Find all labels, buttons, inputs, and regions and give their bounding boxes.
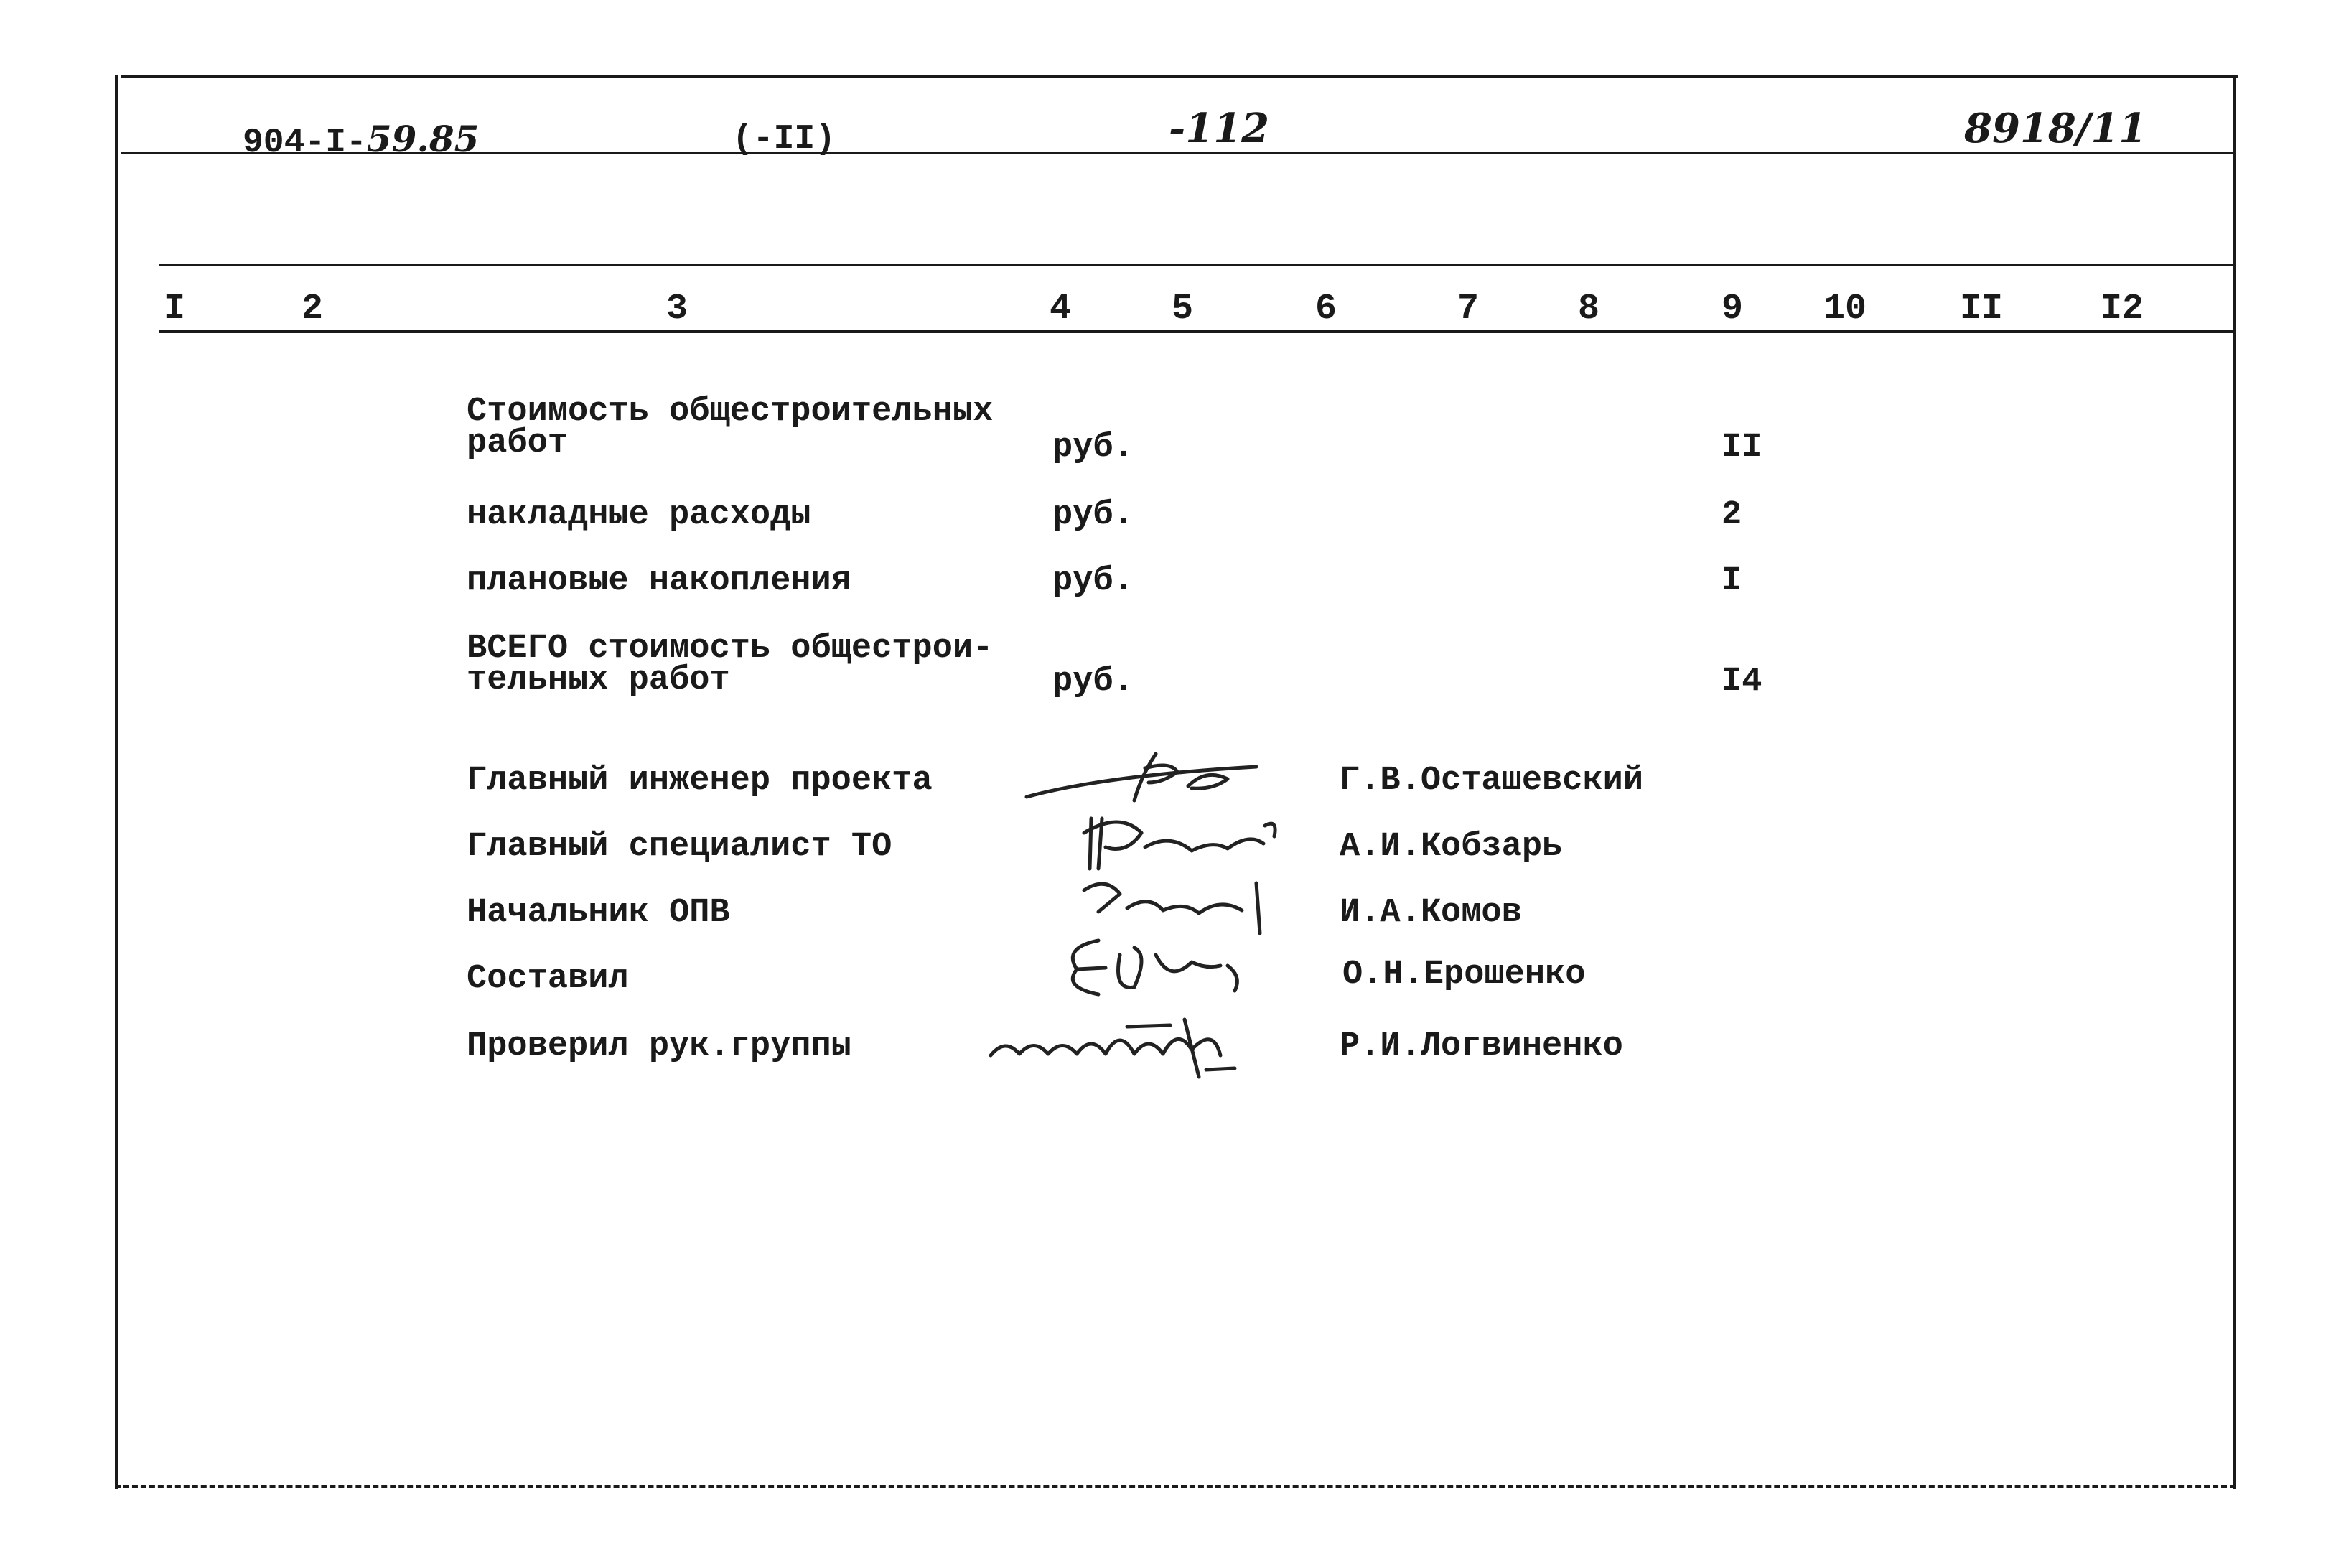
signatory-role: Проверил рук.группы (467, 1027, 851, 1065)
row-name-line1: плановые накопления (467, 562, 851, 600)
signature-head-opv (1077, 869, 1278, 933)
column-number-7: 7 (1457, 289, 1480, 330)
column-number-1: I (164, 289, 186, 330)
doc-code (243, 118, 480, 162)
row-unit: руб. (1052, 429, 1134, 467)
doc-code-handwritten: 59.85 (366, 118, 480, 160)
column-numbers-underline (159, 330, 2233, 333)
signatory-name: И.А.Комов (1340, 894, 1522, 932)
signatory-role: Главный специалист ТО (467, 828, 892, 866)
section-number: (-II) (732, 120, 836, 159)
row-name-line1: Стоимость общестроительных (467, 393, 994, 431)
row-name-line1: ВСЕГО стоимость общестрои- (467, 630, 994, 668)
row-value: I (1722, 562, 1742, 600)
column-number-2: 2 (302, 289, 324, 330)
column-number-8: 8 (1578, 289, 1600, 330)
page-number: -112 (1169, 105, 1270, 152)
row-value: II (1722, 429, 1762, 467)
doc-code-typed: 904-I- (243, 123, 367, 162)
column-number-11: II (1960, 289, 2004, 330)
column-number-10: 10 (1823, 289, 1867, 330)
signature-chief-specialist (1077, 804, 1292, 876)
signatory-name: Р.И.Логвиненко (1340, 1027, 1623, 1065)
row-unit: руб. (1052, 496, 1134, 534)
frame-left-border (115, 75, 118, 1489)
row-value: I4 (1722, 663, 1762, 701)
signatory-name: О.Н.Ерошенко (1342, 956, 1586, 994)
signatory-role: Главный инженер проекта (467, 762, 933, 800)
column-number-12: I2 (2101, 289, 2144, 330)
column-number-6: 6 (1315, 289, 1337, 330)
row-name-line2: работ (467, 424, 569, 462)
column-number-9: 9 (1722, 289, 1744, 330)
row-unit: руб. (1052, 663, 1134, 701)
column-number-3: 3 (666, 289, 688, 330)
frame-bottom-border (115, 1485, 2236, 1488)
signatory-name: Г.В.Осташевский (1340, 762, 1644, 800)
column-number-4: 4 (1050, 289, 1072, 330)
signature-compiler (1055, 926, 1271, 1005)
row-value: 2 (1722, 496, 1742, 534)
table-top-line (159, 264, 2233, 266)
row-name-line1: накладные расходы (467, 496, 811, 534)
row-name-line2: тельных работ (467, 661, 730, 699)
row-unit: руб. (1052, 562, 1134, 600)
signatory-role: Составил (467, 960, 629, 998)
frame-right-border (2233, 75, 2236, 1489)
reference-number: 8918/11 (1964, 105, 2147, 152)
signatory-name: А.И.Кобзарь (1340, 828, 1563, 866)
signatory-role: Начальник ОПВ (467, 894, 730, 932)
signature-chief-engineer (1019, 747, 1292, 811)
signature-group-leader (984, 998, 1299, 1098)
column-number-5: 5 (1172, 289, 1194, 330)
frame-top-border (121, 75, 2238, 78)
